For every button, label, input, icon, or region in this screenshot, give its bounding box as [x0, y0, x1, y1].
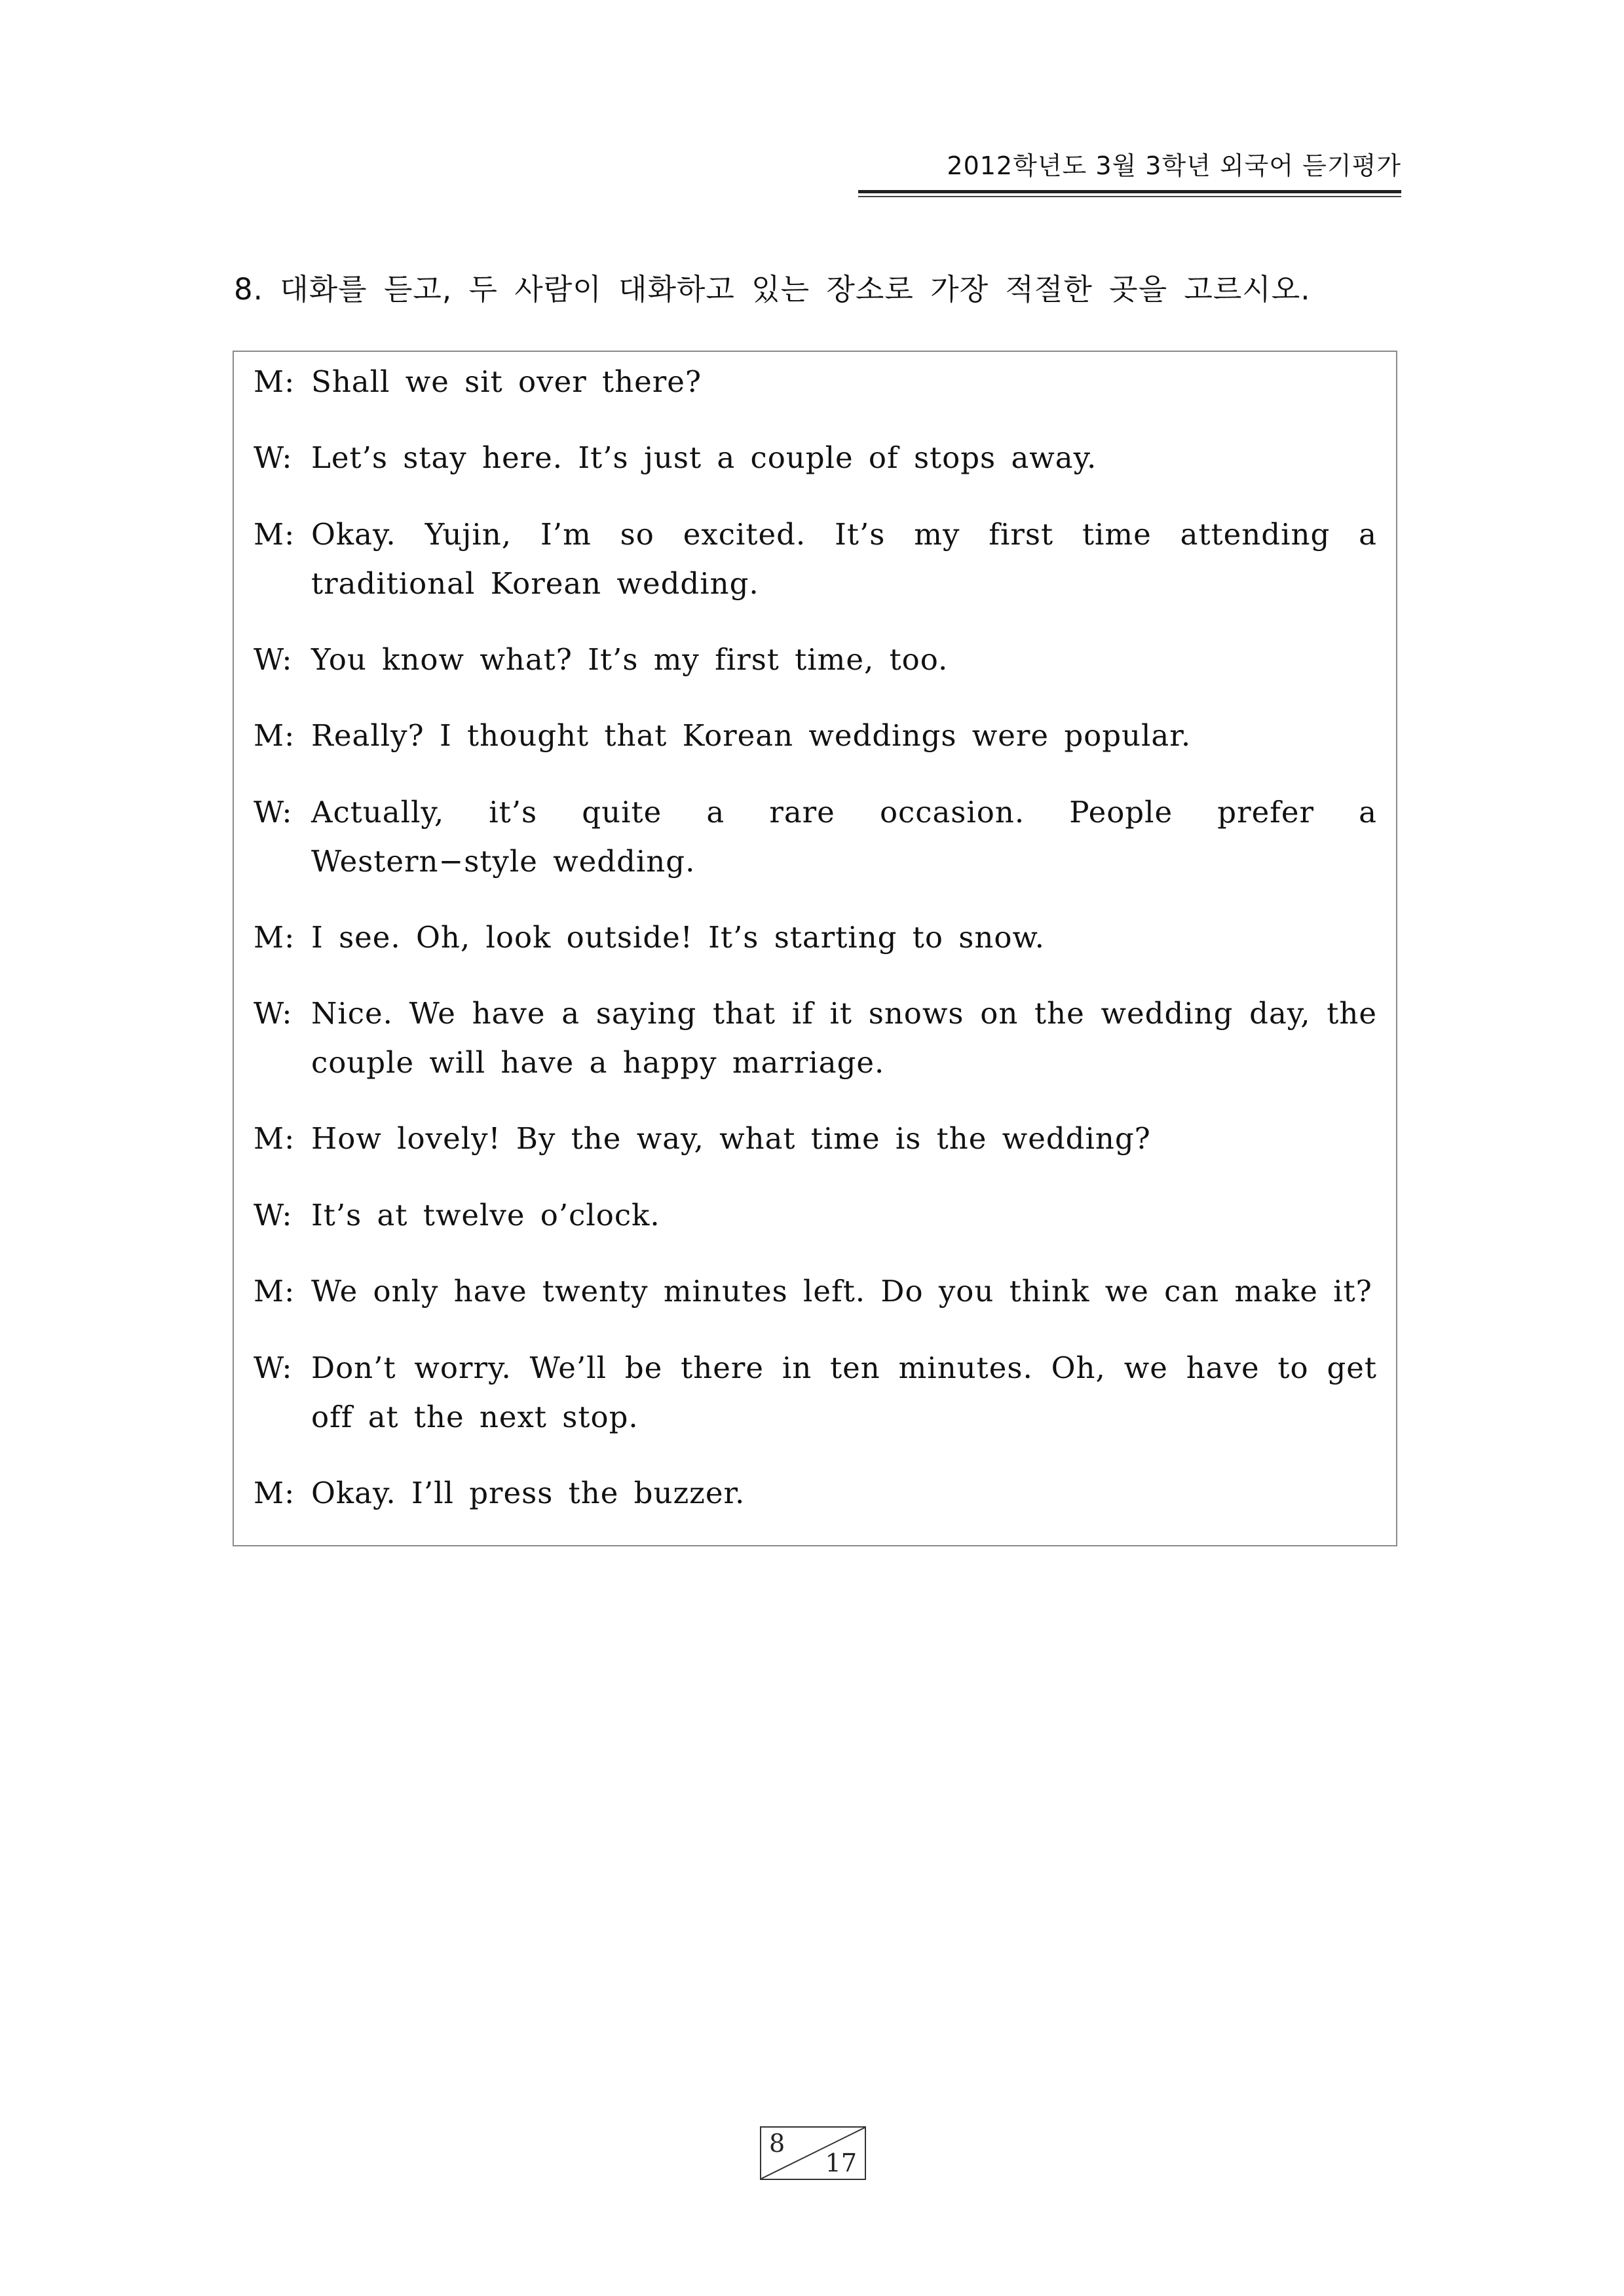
dialogue-line — [254, 711, 1377, 760]
utterance-text: Let’s stay here. It’s just a couple of stops away. — [311, 440, 1097, 475]
header-rule-thin — [858, 196, 1401, 197]
dialogue-line — [254, 788, 1377, 886]
speaker-label: W: — [254, 1350, 293, 1385]
dialogue-line — [254, 433, 1377, 482]
utterance-text: It’s at twelve o’clock. — [311, 1198, 660, 1233]
utterance-text: You know what? It’s my first time, too. — [311, 642, 949, 677]
speaker-label: M: — [254, 517, 295, 552]
page-header — [947, 145, 1401, 191]
utterance-text: I see. Oh, look outside! It’s starting to snow. — [311, 920, 1045, 955]
dialogue-line — [254, 510, 1377, 608]
dialogue-line — [254, 635, 1377, 684]
utterance-text: Okay. I’ll press the buzzer. — [311, 1476, 746, 1510]
exam-title: 2012학년도 3월 3학년 외국어 듣기평가 — [947, 151, 1401, 180]
dialogue-line — [254, 913, 1377, 962]
speaker-label: W: — [254, 795, 293, 830]
speaker-label: M: — [254, 1274, 295, 1309]
dialogue-line — [254, 989, 1377, 1087]
speaker-label: M: — [254, 364, 295, 399]
utterance-text: Really? I thought that Korean weddings were popular. — [311, 718, 1192, 753]
utterance-text: Nice. We have a saying that if it snows on the wedding day, the couple will have a happy marriage. — [311, 996, 1377, 1080]
dialogue-line — [254, 1267, 1377, 1316]
utterance-text: Actually, it’s quite a rare occasion. People prefer a Western−style wedding. — [311, 795, 1377, 879]
dialogue-line — [254, 1191, 1377, 1240]
dialogue-box — [233, 351, 1397, 1546]
dialogue-line — [254, 1343, 1377, 1442]
speaker-label: W: — [254, 1198, 293, 1233]
dialogue-line — [254, 1468, 1377, 1518]
page-number-box — [760, 2126, 866, 2180]
utterance-text: Okay. Yujin, I’m so excited. It’s my first time attending a traditional Korean wedding. — [311, 517, 1377, 601]
speaker-label: W: — [254, 440, 293, 475]
question-prompt: 8. 대화를 듣고, 두 사람이 대화하고 있는 장소로 가장 적절한 곳을 고르시오. — [234, 272, 1311, 307]
page-current: 8 — [769, 2129, 785, 2158]
header-rule — [858, 190, 1401, 193]
utterance-text: We only have twenty minutes left. Do you think we can make it? — [311, 1274, 1372, 1309]
utterance-text: How lovely! By the way, what time is the wedding? — [311, 1121, 1151, 1156]
speaker-label: M: — [254, 1476, 295, 1510]
speaker-label: W: — [254, 996, 293, 1031]
dialogue-line — [254, 357, 1377, 406]
dialogue-line — [254, 1114, 1377, 1163]
page-total: 17 — [825, 2149, 857, 2177]
speaker-label: M: — [254, 920, 295, 955]
speaker-label: M: — [254, 718, 295, 753]
speaker-label: W: — [254, 642, 293, 677]
utterance-text: Shall we sit over there? — [311, 364, 702, 399]
speaker-label: M: — [254, 1121, 295, 1156]
utterance-text: Don’t worry. We’ll be there in ten minutes. Oh, we have to get off at the next stop. — [311, 1350, 1377, 1434]
